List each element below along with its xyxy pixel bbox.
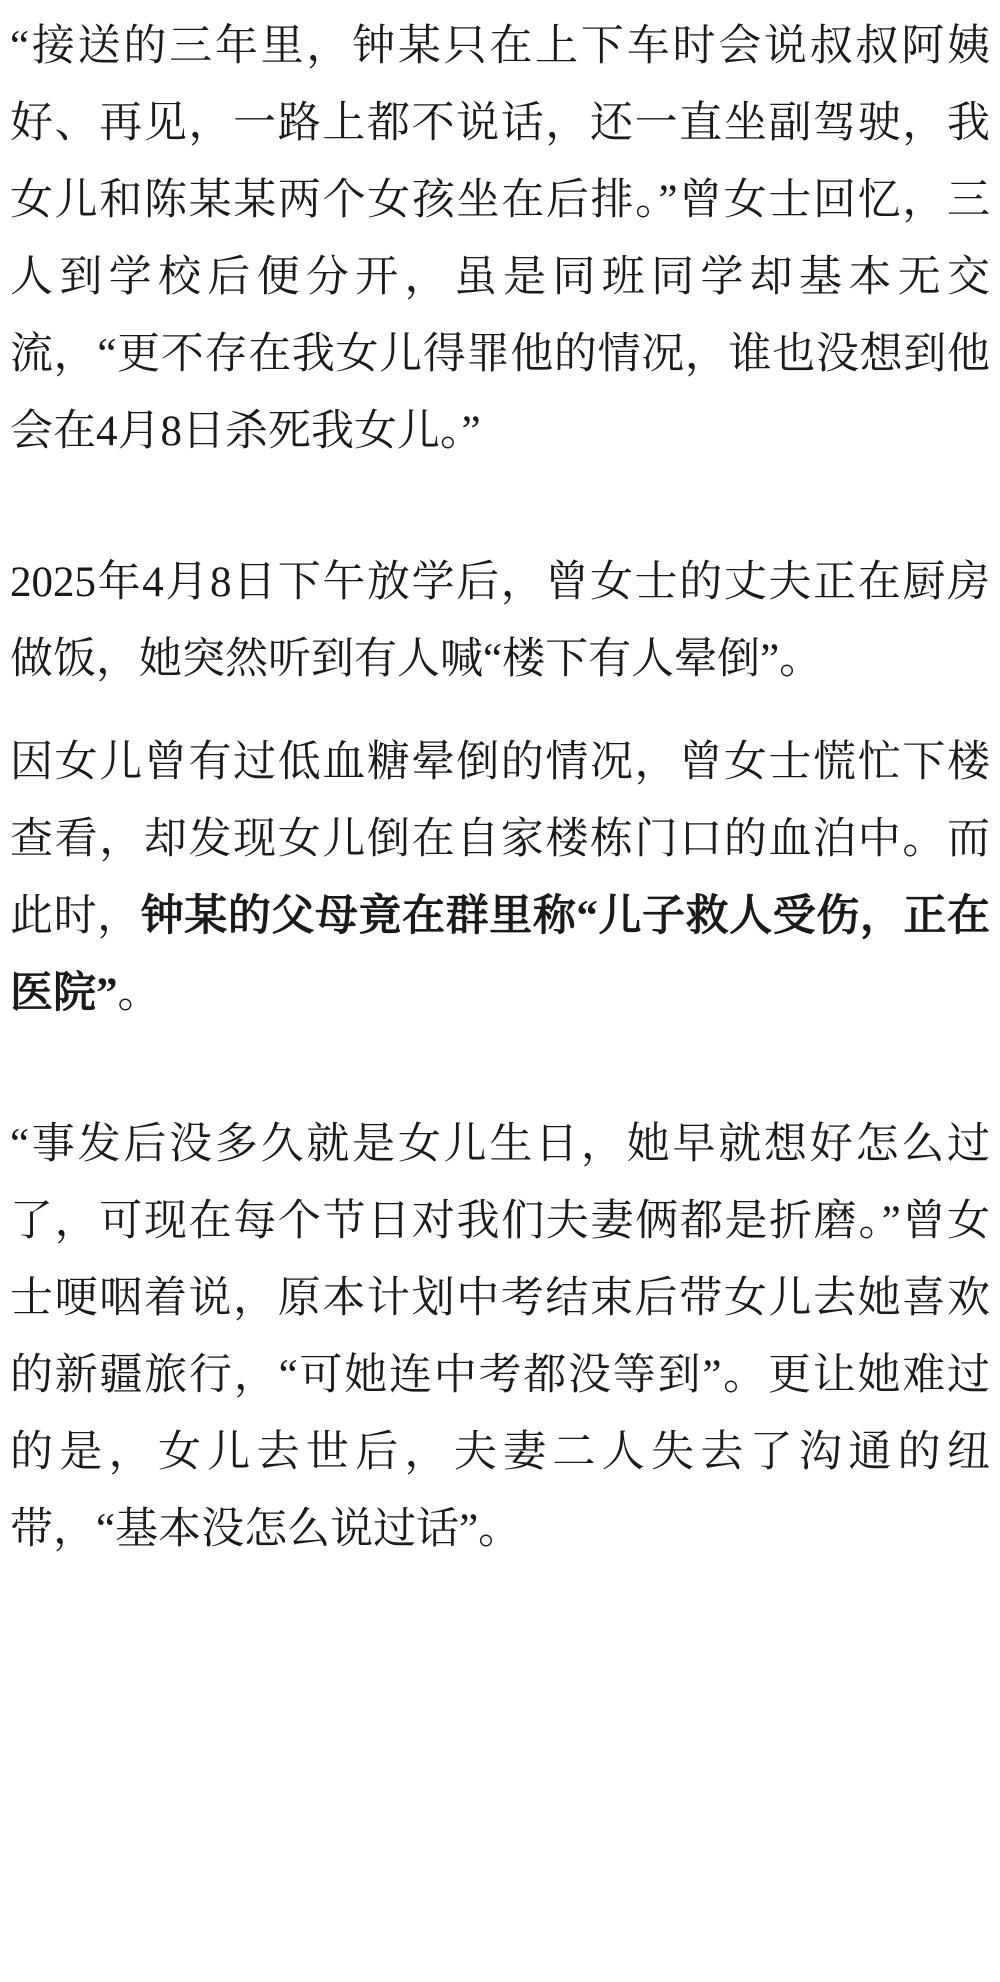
paragraph-4 xyxy=(10,1106,990,1568)
paragraph-3-text-part-2: 。 xyxy=(117,970,161,1017)
paragraph-3-text-part-1: 因女儿曾有过低血糖晕倒的情况，曾女士慌忙下楼查看，却发现女儿倒在自家楼栋门口的血泊中。而此时， xyxy=(10,739,990,940)
paragraph-4-text: “事发后没多久就是女儿生日，她早就想好怎么过了，可现在每个节日对我们夫妻俩都是折磨。”曾女士哽咽着说，原本计划中考结束后带女儿去她喜欢的新疆旅行，“可她连中考都没等到”。更让她难过的是，女儿去世后，夫妻二人失去了沟通的纽带，“基本没怎么说过话”。 xyxy=(10,1121,990,1553)
paragraph-1-text: “接送的三年里，钟某只在上下车时会说叔叔阿姨好、再见，一路上都不说话，还一直坐副驾驶，我女儿和陈某某两个女孩坐在后排。”曾女士回忆，三人到学校后便分开，虽是同班同学却基本无交流，“更不存在我女儿得罪他的情况，谁也没想到他会在4月8日杀死我女儿。” xyxy=(10,23,990,455)
paragraph-2 xyxy=(10,544,990,698)
paragraph-3 xyxy=(10,724,990,1032)
paragraph-3-emphasis: 钟某的父母竟在群里称“儿子救人受伤，正在医院” xyxy=(10,893,991,1017)
paragraph-1 xyxy=(10,8,990,470)
paragraph-2-text: 2025年4月8日下午放学后，曾女士的丈夫正在厨房做饭，她突然听到有人喊“楼下有人晕倒”。 xyxy=(10,559,990,683)
